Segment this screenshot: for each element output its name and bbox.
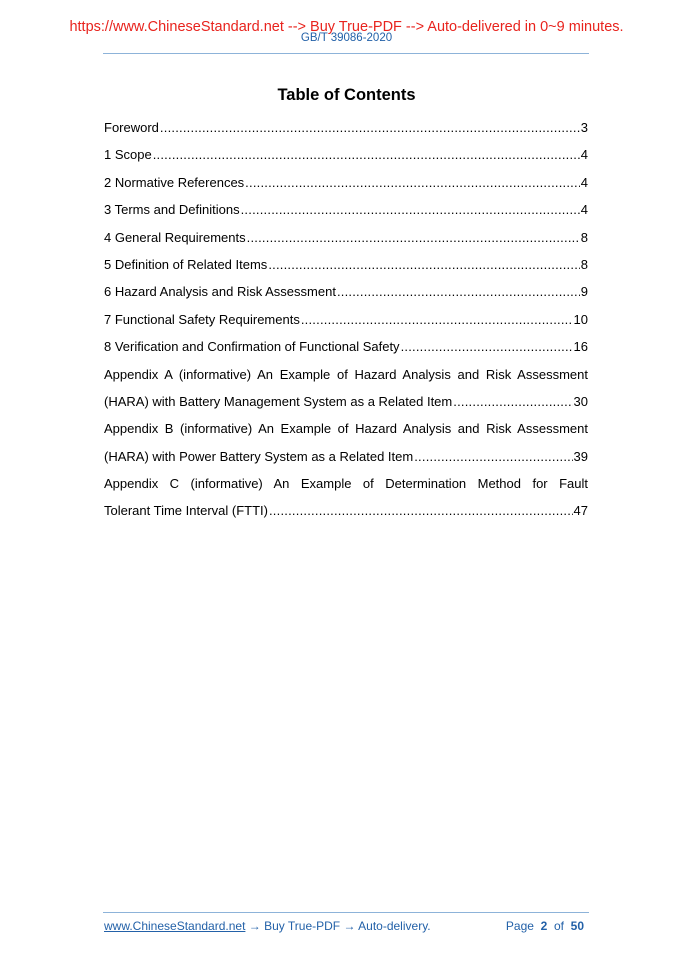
- toc-entry-page: 8: [580, 256, 588, 272]
- arrow-right-icon: →: [248, 919, 261, 933]
- toc-entry-related-items[interactable]: [104, 251, 588, 278]
- leader-dots: [268, 251, 579, 278]
- toc-entry-label: 1 Scope: [104, 147, 152, 163]
- toc-entry-appendix-a-line2[interactable]: [104, 388, 588, 415]
- toc-entry-appendix-c-line1[interactable]: Appendix C (informative) An Example of Determination Method for Fault: [104, 476, 588, 492]
- toc-entry-terms-definitions[interactable]: [104, 196, 588, 223]
- toc-entry-general-requirements[interactable]: [104, 224, 588, 251]
- toc-entry-appendix-a-line1[interactable]: Appendix A (informative) An Example of Hazard Analysis and Risk Assessment: [104, 366, 588, 382]
- toc-entry-appendix-c-line2[interactable]: [104, 497, 588, 524]
- toc-entry-verification[interactable]: [104, 333, 588, 360]
- toc-entry-label: 3 Terms and Definitions: [104, 202, 240, 218]
- footer-site-link[interactable]: www.ChineseStandard.net: [104, 919, 246, 933]
- toc-entry-page: 30: [573, 393, 588, 409]
- leader-dots: [245, 169, 580, 196]
- page-of: of: [553, 919, 564, 933]
- toc-entry-page: 4: [580, 147, 588, 163]
- header-divider: [103, 53, 589, 54]
- leader-dots: [241, 196, 580, 223]
- page-word: Page: [505, 919, 534, 933]
- total-pages: 50: [570, 919, 584, 933]
- toc-entry-page: 10: [573, 311, 588, 327]
- toc-entry-scope[interactable]: [104, 141, 588, 168]
- toc-entry-hazard-analysis[interactable]: [104, 278, 588, 305]
- toc-entry-page: 16: [573, 339, 588, 355]
- arrow-right-icon: →: [343, 919, 356, 933]
- toc-entry-label: (HARA) with Power Battery System as a Related Item: [104, 448, 414, 464]
- toc-title: Table of Contents: [277, 86, 416, 104]
- toc-entry-page: 8: [580, 229, 588, 245]
- leader-dots: [414, 443, 572, 470]
- table-of-contents: [104, 114, 588, 525]
- toc-entry-foreword[interactable]: [104, 114, 588, 141]
- toc-entry-label: 7 Functional Safety Requirements: [104, 311, 300, 327]
- toc-entry-functional-safety-requirements[interactable]: [104, 306, 588, 333]
- toc-entry-label: 2 Normative References: [104, 174, 245, 190]
- toc-entry-appendix-b-line1[interactable]: Appendix B (informative) An Example of Hazard Analysis and Risk Assessment: [104, 421, 588, 437]
- footer-divider: [103, 912, 589, 913]
- promo-banner[interactable]: https://www.ChineseStandard.net --> Buy True-PDF --> Auto-delivered in 0~9 minutes.: [69, 19, 624, 35]
- leader-dots: [160, 114, 580, 141]
- standard-code: GB/T 39086-2020: [300, 32, 393, 44]
- leader-dots: [337, 278, 580, 305]
- toc-entry-page: 3: [580, 120, 588, 135]
- page-footer: [104, 919, 588, 935]
- toc-entry-page: 39: [573, 448, 588, 464]
- leader-dots: [401, 333, 573, 360]
- toc-entry-label: 6 Hazard Analysis and Risk Assessment: [104, 284, 336, 300]
- leader-dots: [247, 224, 580, 251]
- toc-entry-label: 5 Definition of Related Items: [104, 256, 268, 272]
- leader-dots: [269, 497, 573, 524]
- toc-entry-page: 9: [580, 284, 588, 300]
- toc-entry-label: Foreword: [104, 120, 159, 135]
- toc-entry-appendix-b-line2[interactable]: [104, 443, 588, 470]
- leader-dots: [153, 141, 580, 168]
- toc-entry-label: (HARA) with Battery Management System as a Related Item: [104, 393, 453, 409]
- toc-entry-page: 47: [573, 503, 588, 519]
- toc-entry-label: Tolerant Time Interval (FTTI): [104, 503, 268, 519]
- toc-entry-page: 4: [580, 202, 588, 218]
- toc-entry-normative-references[interactable]: [104, 169, 588, 196]
- toc-entry-label: 4 General Requirements: [104, 229, 246, 245]
- footer-delivery-text: Auto-delivery.: [358, 919, 431, 933]
- toc-entry-page: 4: [580, 174, 588, 190]
- footer-promo: [104, 919, 431, 933]
- leader-dots: [453, 388, 572, 415]
- leader-dots: [301, 306, 573, 333]
- current-page: 2: [540, 919, 548, 933]
- toc-entry-label: 8 Verification and Confirmation of Functional Safety: [104, 339, 400, 355]
- footer-buy-text: Buy True-PDF: [264, 919, 341, 933]
- page-number: [506, 919, 584, 933]
